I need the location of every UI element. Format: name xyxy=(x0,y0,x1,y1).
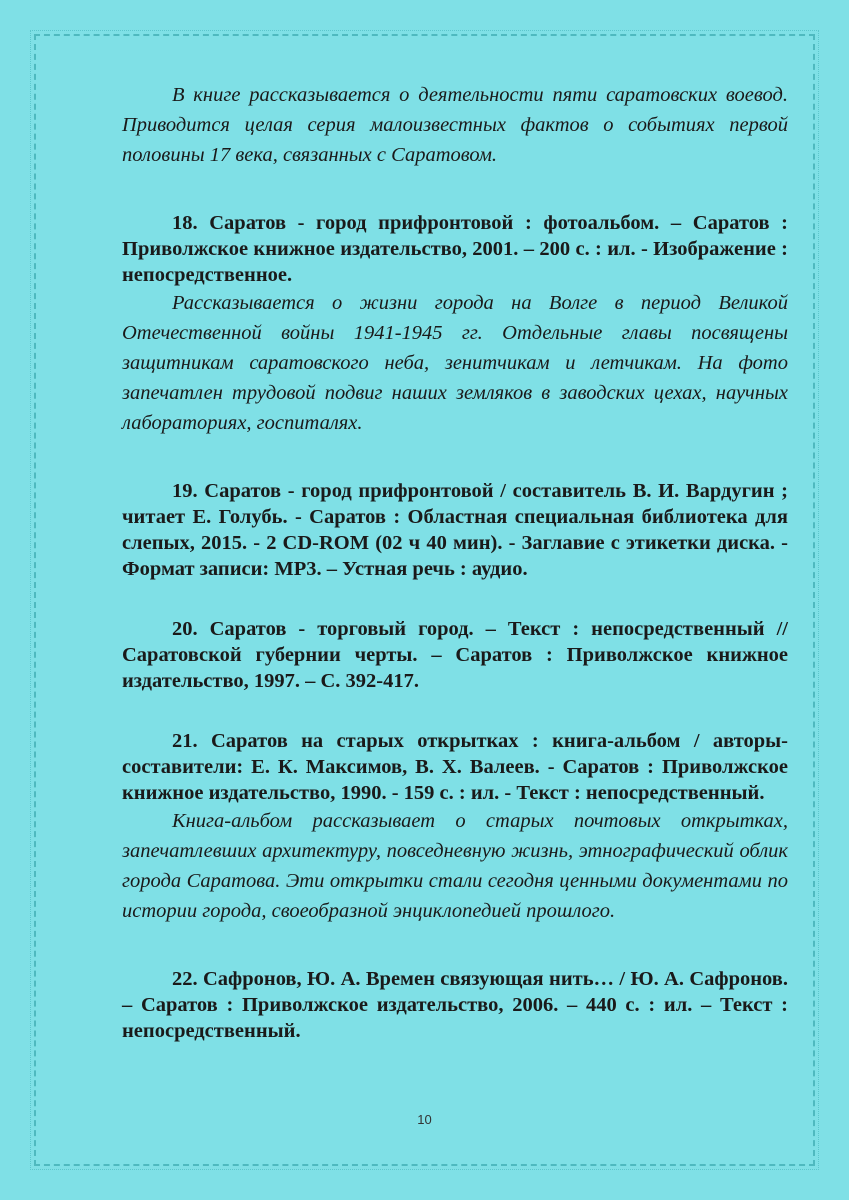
spacer xyxy=(122,694,788,728)
spacer xyxy=(122,170,788,210)
entry-21-annotation: Книга-альбом рассказывает о старых почтовых открытках, запечатлевших архитектуру, повседневную жизнь, этнографический облик города Саратова. Эти открытки стали сегодня ценными документами по истории города, своеобразной энциклопедией прошлого. xyxy=(122,810,788,922)
entry-18-citation: 18. Саратов - город прифронтовой : фотоальбом. – Саратов : Приволжское книжное издательство, 2001. – 200 с. : ил. - Изображение : непосредственное. xyxy=(122,212,788,286)
entry-19-citation: 19. Саратов - город прифронтовой / составитель В. И. Вардугин ; читает Е. Голубь. - Саратов : Областная специальная библиотека для слепых, 2015. - 2 CD-ROM (02 ч 40 мин). - Заглавие с этикетки диска. - Формат записи: MP3. – Устная речь : аудио. xyxy=(122,480,788,580)
spacer xyxy=(122,438,788,478)
page-number: 10 xyxy=(417,1112,432,1127)
spacer xyxy=(122,926,788,966)
entry-18-annotation: Рассказывается о жизни города на Волге в период Великой Отечественной войны 1941-1945 гг. Отдельные главы посвящены защитникам саратовского неба, зенитчикам и летчикам. На фото запечатлен трудовой подвиг наших земляков в заводских цехах, научных лабораториях, госпиталях. xyxy=(122,292,788,434)
page-content xyxy=(122,80,788,1044)
entry-22-citation: 22. Сафронов, Ю. А. Времен связующая нить… / Ю. А. Сафронов. – Саратов : Приволжское издательство, 2006. – 440 с. : ил. – Текст : непосредственный. xyxy=(122,968,788,1042)
spacer xyxy=(122,582,788,616)
intro-annotation: В книге рассказывается о деятельности пяти саратовских воевод. Приводится целая серия малоизвестных фактов о событиях первой половины 17 века, связанных с Саратовом. xyxy=(122,84,788,166)
entry-20-citation: 20. Саратов - торговый город. – Текст : непосредственный // Саратовской губернии черты. – Саратов : Приволжское книжное издательство, 1997. – С. 392-417. xyxy=(122,618,788,692)
entry-21-citation: 21. Саратов на старых открытках : книга-альбом / авторы-составители: Е. К. Максимов, В. Х. Валеев. - Саратов : Приволжское книжное издательство, 1990. - 159 с. : ил. - Текст : непосредственный. xyxy=(122,730,788,804)
